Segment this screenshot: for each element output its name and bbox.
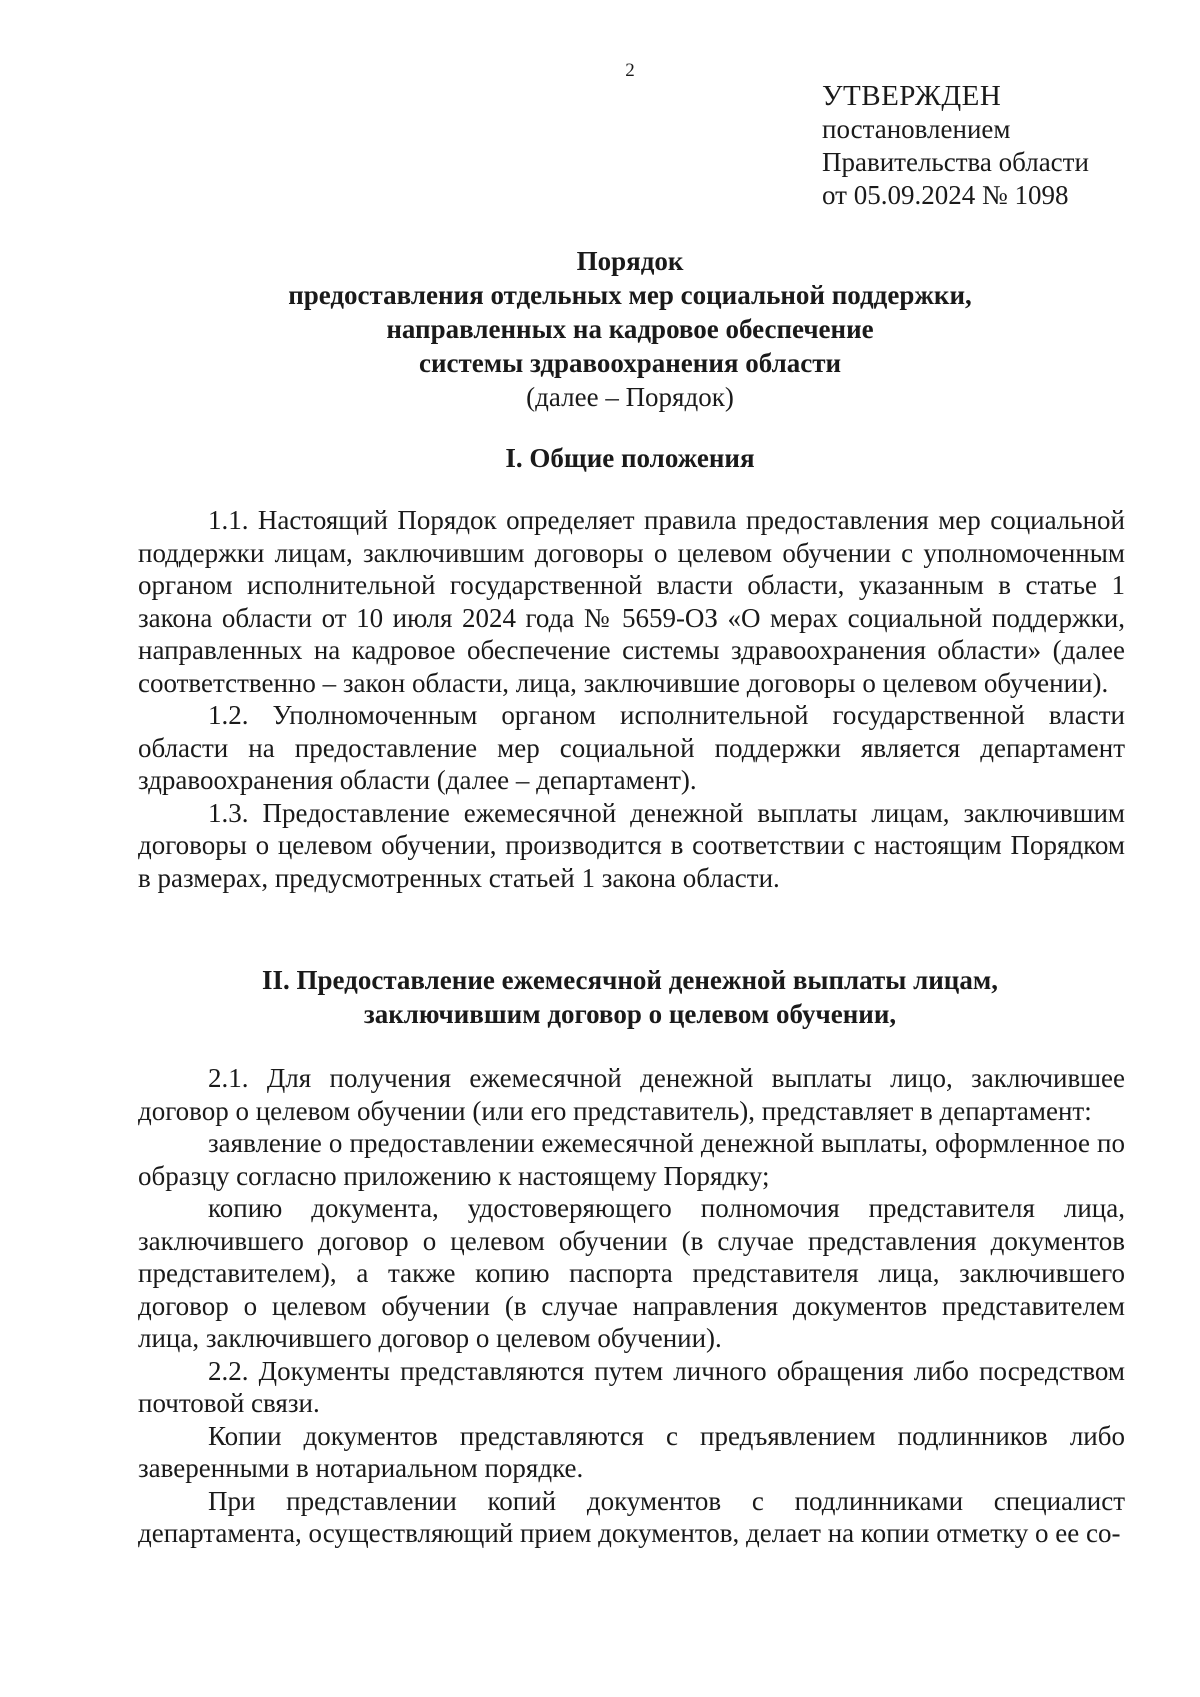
paragraph-2-1: 2.1. Для получения ежемесячной денежной выплаты лицо, заключившее договор о целевом обучении (или его представитель), представляет в департамент: (138, 1063, 1125, 1126)
section-1-heading: I. Общие положения (505, 443, 755, 473)
title-line-2: предоставления отдельных мер социальной поддержки, (288, 280, 972, 310)
title-line-1: Порядок (576, 246, 684, 276)
section-2-heading-line-2: заключившим договор о целевом обучении, (363, 999, 897, 1029)
paragraph-2-2-originals: При представлении копий документов с подлинниками специалист департамента, осуществляющий прием документов, делает на копии отметку о ее со- (138, 1485, 1125, 1548)
paragraph-2-2-copies: Копии документов представляются с предъявлением подлинников либо заверенными в нотариальном порядке. (138, 1420, 1125, 1483)
section-2-body (138, 1062, 1125, 1550)
paragraph-2-1-item-2: копию документа, удостоверяющего полномочия представителя лица, заключившего договор о целевом обучении (в случае представления документов представителем), а также копию паспорта представителя лица, заключившего договор о целевом обучении (в случае направления документов представителем лица, заключившего договор о целевом обучении). (138, 1193, 1125, 1353)
paragraph-2-1-item-1: заявление о предоставлении ежемесячной денежной выплаты, оформленное по образцу согласно приложению к настоящему Порядку; (138, 1128, 1125, 1191)
approval-line-3: от 05.09.2024 № 1098 (822, 180, 1069, 210)
document-title (0, 244, 1200, 414)
paragraph-1-2: 1.2. Уполномоченным органом исполнительной государственной власти области на предоставление мер социальной поддержки является департамент здравоохранения области (далее – департамент). (138, 700, 1125, 795)
paragraph-1-1: 1.1. Настоящий Порядок определяет правила предоставления мер социальной поддержки лицам, заключившим договоры о целевом обучении с уполномоченным органом исполнительной государственной власти области, указанным в статье 1 закона области от 10 июля 2024 года № 5659-ОЗ «О мерах социальной поддержки, направленных на кадровое обеспечение системы здравоохранения области» (далее соответственно – закон области, лица, заключившие договоры о целевом обучении). (138, 505, 1125, 698)
approval-stamp (822, 80, 1089, 212)
page-number: 2 (625, 60, 635, 81)
title-line-3: направленных на кадровое обеспечение (386, 314, 874, 344)
section-2-heading-line-1: II. Предоставление ежемесячной денежной выплаты лицам, (262, 965, 998, 995)
title-line-5: (далее – Порядок) (526, 382, 734, 412)
approval-heading: УТВЕРЖДЕН (822, 80, 1002, 112)
approval-line-1: постановлением (822, 114, 1011, 144)
section-1-body (138, 504, 1125, 894)
paragraph-2-2: 2.2. Документы представляются путем личного обращения либо посредством почтовой связи. (138, 1355, 1125, 1418)
approval-line-2: Правительства области (822, 147, 1089, 177)
paragraph-1-3: 1.3. Предоставление ежемесячной денежной выплаты лицам, заключившим договоры о целевом обучении, производится в соответствии с настоящим Порядком в размерах, предусмотренных статьей 1 закона области. (138, 797, 1125, 893)
title-line-4: системы здравоохранения области (418, 348, 842, 378)
section-2-heading (0, 963, 1200, 1031)
